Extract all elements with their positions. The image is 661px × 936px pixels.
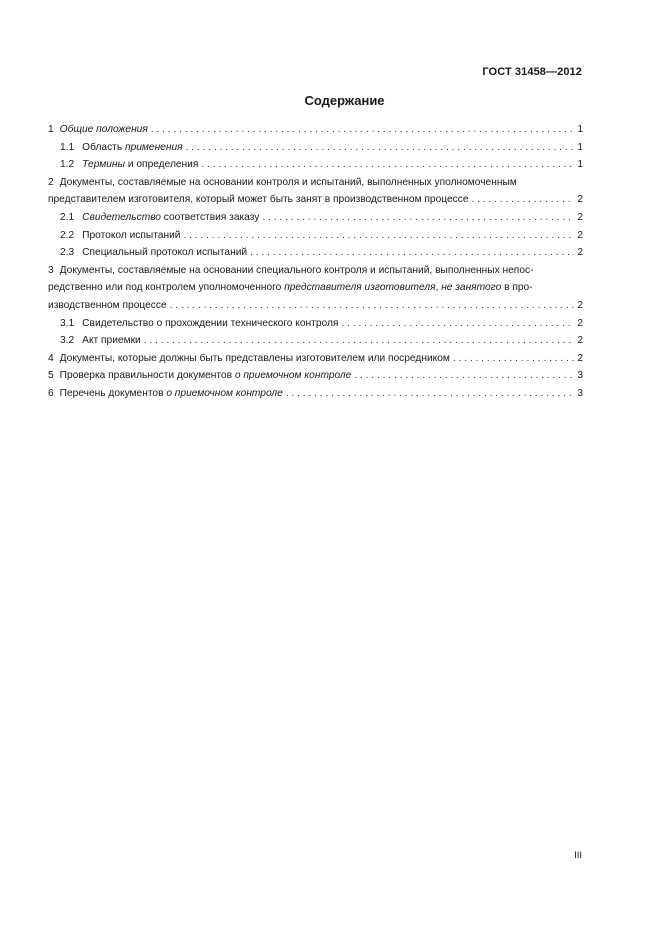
toc-entry-1-1[interactable] xyxy=(48,139,583,157)
toc-page-number: 1 xyxy=(577,141,583,153)
toc-entry-2-3[interactable] xyxy=(48,244,583,262)
toc-entry-title: Свидетельство соответствия заказу xyxy=(82,211,260,223)
dot-leader xyxy=(341,315,574,333)
dot-leader xyxy=(354,367,574,385)
toc-entry-title: Область применения xyxy=(82,141,183,153)
toc-number: 1.1 xyxy=(60,141,75,153)
toc-number: 6 xyxy=(48,387,54,399)
toc-number: 1.2 xyxy=(60,159,75,171)
toc-entry-2[interactable] xyxy=(48,174,583,209)
dot-leader xyxy=(186,139,574,157)
toc-page-number: 1 xyxy=(577,124,583,135)
toc-page-number: 2 xyxy=(577,211,583,223)
toc-number: 2.2 xyxy=(60,229,75,241)
toc-entry-title: Протокол испытаний xyxy=(82,229,181,241)
toc-entry-title: Специальный протокол испытаний xyxy=(82,247,248,259)
toc-number: 3.2 xyxy=(60,335,75,347)
dot-leader xyxy=(453,350,574,368)
toc-number: 2.1 xyxy=(60,211,75,223)
toc-entry-2-2[interactable] xyxy=(48,227,583,245)
toc-page-number: 2 xyxy=(577,247,583,259)
dot-leader xyxy=(201,156,574,174)
toc-page-number: 2 xyxy=(577,194,583,206)
toc-entry-title-line: редственно или под контролем уполномоченного представителя изготовителя, не занятого в про- xyxy=(48,282,533,294)
toc-page-number: 3 xyxy=(577,370,583,382)
toc-entry-title: Акт приемки xyxy=(82,335,141,347)
toc-entry-title: Документы, которые должны быть представлены изготовителем или посредником xyxy=(59,352,450,364)
toc-entry-3[interactable] xyxy=(48,262,583,315)
toc-number: 2.3 xyxy=(60,247,75,259)
toc-entry-3-2[interactable] xyxy=(48,332,583,350)
toc-page-number: 2 xyxy=(577,299,583,311)
toc-entry-6[interactable] xyxy=(48,385,583,403)
toc-entry-title-line: 3 Документы, составляемые на основании специального контроля и испытаний, выполненных непос- xyxy=(48,264,534,276)
dot-leader xyxy=(183,227,574,245)
page-number: III xyxy=(574,850,582,861)
toc-entry-3-1[interactable] xyxy=(48,315,583,333)
toc-entry-title: Свидетельство о прохождении технического контроля xyxy=(82,317,339,329)
page-title: Содержание xyxy=(304,93,385,108)
toc-number: 1 xyxy=(48,124,54,135)
dot-leader xyxy=(170,297,574,315)
dot-leader xyxy=(144,332,574,350)
toc-page-number: 3 xyxy=(577,387,583,399)
toc-entry-title-last-line: изводственном процессе . . . 2 xyxy=(48,297,583,315)
toc-entry-5[interactable] xyxy=(48,367,583,385)
dot-leader xyxy=(151,121,574,139)
toc-page-number: 2 xyxy=(577,229,583,241)
toc-page-number: 2 xyxy=(577,335,583,347)
toc-entry-title: Проверка правильности документов о приемочном контроле xyxy=(59,370,352,382)
toc-entry-2-1[interactable] xyxy=(48,209,583,227)
toc-number: 3.1 xyxy=(60,317,75,329)
dot-leader xyxy=(250,244,574,262)
toc-entry-1-2[interactable] xyxy=(48,156,583,174)
toc-entry-1[interactable] xyxy=(48,121,583,139)
toc-entry-title: Перечень документов о приемочном контроле xyxy=(59,387,283,399)
dot-leader xyxy=(262,209,574,227)
toc-number: 4 xyxy=(48,352,54,364)
toc-entry-title: Общие положения xyxy=(59,124,148,135)
toc-page-number: 2 xyxy=(577,317,583,329)
toc-entry-title-last-line: представителем изготовителя, который может быть занят в производственном процессе . . . 2 xyxy=(48,191,583,209)
toc-entry-4[interactable] xyxy=(48,350,583,368)
document-code: ГОСТ 31458—2012 xyxy=(482,66,582,78)
toc-entry-title-line: 2 Документы, составляемые на основании контроля и испытаний, выполненных уполномоченным xyxy=(48,176,517,188)
toc-number: 5 xyxy=(48,370,54,382)
toc-entry-title: Термины и определения xyxy=(82,159,199,171)
table-of-contents xyxy=(48,121,583,403)
dot-leader xyxy=(472,191,575,209)
dot-leader xyxy=(286,385,574,403)
toc-page-number: 2 xyxy=(577,352,583,364)
toc-page-number: 1 xyxy=(577,159,583,171)
